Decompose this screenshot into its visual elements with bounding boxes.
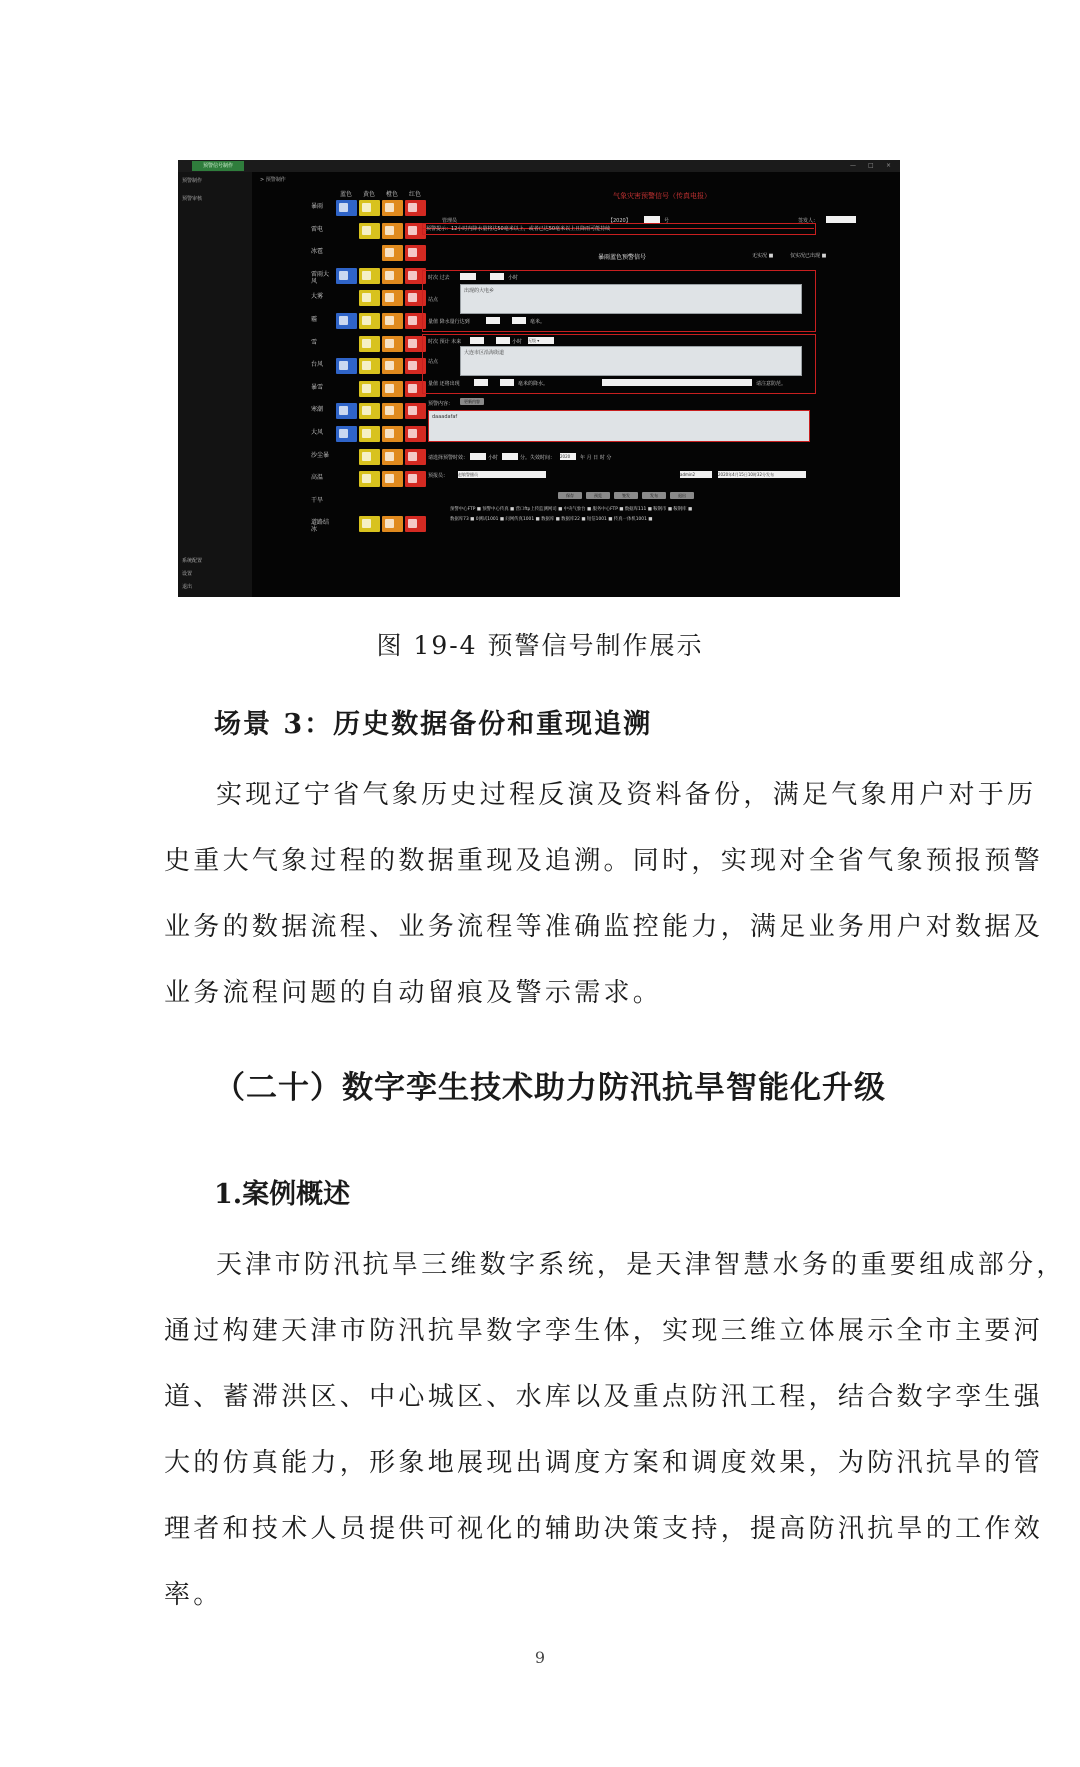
warning-signal-icon[interactable]: [336, 268, 357, 284]
sign-button[interactable]: 签发: [614, 492, 638, 499]
warning-signal-icon[interactable]: [382, 313, 403, 329]
section2-select[interactable]: 无级 ▾: [528, 337, 554, 344]
warning-signal-icon[interactable]: [359, 313, 380, 329]
section-heading: （二十）数字孪生技术助力防汛抗旱智能化升级: [214, 1070, 886, 1106]
hazard-label: 冰雹: [311, 248, 324, 256]
hazard-label: 雷电: [311, 225, 324, 233]
hazard-label: 台风: [311, 361, 324, 369]
save-button[interactable]: 保存: [558, 492, 582, 499]
case-paragraph: [164, 1232, 1066, 1628]
admin-input[interactable]: admin2: [680, 471, 712, 478]
sidebar-item-exit[interactable]: 退出: [182, 584, 193, 590]
scene-paragraph: [164, 762, 1044, 1026]
scene-heading: 场景 3：历史数据备份和重现追溯: [214, 709, 653, 740]
reporter-input[interactable]: 赵敏警播员: [458, 471, 546, 478]
hazard-label: 高温: [311, 474, 324, 482]
sidebar-item-review[interactable]: 预警审核: [182, 196, 203, 202]
section1-unit: 小时: [508, 275, 519, 281]
form-title: 气象灾害预警信号（传真电报）: [613, 192, 711, 200]
hazard-label: 大风: [311, 429, 324, 436]
reporter-label: 预报员：: [428, 473, 449, 479]
hint-text: 预警提示：12小时内降水量将达50毫米以上，或者已达50毫米以上且降雨可能持续: [426, 226, 611, 232]
section1-amount-input-2[interactable]: [512, 317, 526, 324]
hazard-label: 道路结冰: [311, 519, 330, 534]
warning-signal-icon[interactable]: [359, 200, 380, 216]
validity-minutes-unit: 分。失效时间：: [520, 455, 556, 461]
warning-signal-icon[interactable]: [382, 223, 403, 239]
paragraph-line: 理者和技术人员提供可视化的辅助决策支持，提高防汛抗旱的工作效: [164, 1514, 1044, 1544]
case-heading: 1.案例概述: [214, 1179, 351, 1210]
warning-signal-icon[interactable]: [382, 268, 403, 284]
section2-time-input-2[interactable]: [496, 337, 510, 344]
warning-signal-icon[interactable]: [382, 471, 403, 487]
sidebar-item-config[interactable]: 系统配置: [182, 558, 203, 564]
section1-area-textarea[interactable]: [460, 284, 802, 314]
issuer-input[interactable]: [826, 216, 856, 223]
paragraph-line: 业务的数据流程、业务流程等准确监控能力，满足业务用户对数据及: [164, 912, 1044, 942]
warning-signal-icon[interactable]: [405, 200, 426, 216]
page-number: 9: [534, 1648, 546, 1667]
section1-amount-label: 量值 降水量行达到: [428, 319, 470, 325]
paragraph-line: 大的仿真能力，形象地展现出调度方案和调度效果，为防汛抗旱的管: [164, 1448, 1044, 1478]
doc-number-input[interactable]: [644, 216, 660, 223]
warning-signal-icon[interactable]: [382, 381, 403, 397]
warning-signal-icon[interactable]: [336, 403, 357, 419]
warning-signal-icon[interactable]: [405, 449, 426, 465]
warning-signal-icon[interactable]: [359, 449, 380, 465]
section2-unit: 小时: [512, 339, 523, 345]
section1-time-input[interactable]: [460, 273, 476, 280]
breadcrumb: > 预警制作: [260, 177, 286, 183]
paragraph-line: 史重大气象过程的数据重现及追溯。同时，实现对全省气象预报预警: [164, 846, 1044, 876]
validity-minutes-input[interactable]: [502, 453, 518, 460]
validity-hours-unit: 小时: [488, 455, 499, 461]
section1-station-label: 站点: [428, 297, 439, 303]
warning-signal-icon[interactable]: [359, 471, 380, 487]
warning-signal-icon[interactable]: [382, 336, 403, 352]
section2-area-textarea[interactable]: [460, 346, 802, 376]
content-text: daaadafaf: [432, 414, 458, 420]
column-header-orange: 橙色: [386, 191, 399, 198]
content-textarea[interactable]: [428, 410, 810, 442]
paragraph-line: 道、蓄滞洪区、中心城区、水库以及重点防汛工程，结合数字孪生强: [164, 1382, 1044, 1412]
paragraph-line: 实现辽宁省气象历史过程反演及资料备份，满足气象用户对于历: [216, 780, 1037, 810]
warning-signal-icon[interactable]: [382, 200, 403, 216]
section2-amount-input[interactable]: [474, 379, 488, 386]
sidebar: [178, 172, 252, 597]
timestamp-input[interactable]: 2020年4月15日10时32分发布: [718, 471, 806, 478]
warning-signal-icon[interactable]: [336, 200, 357, 216]
section2-station-label: 站点: [428, 359, 439, 365]
warning-signal-icon[interactable]: [382, 516, 403, 532]
paragraph-line: 业务流程问题的自动留痕及警示需求。: [164, 978, 663, 1008]
warning-signal-icon[interactable]: [359, 268, 380, 284]
warning-signal-icon[interactable]: [382, 426, 403, 442]
warning-signal-icon[interactable]: [405, 245, 426, 261]
warning-signal-icon[interactable]: [382, 403, 403, 419]
hazard-label: 暴雨: [311, 203, 324, 210]
hazard-label: 霾: [311, 316, 318, 323]
sidebar-item-settings[interactable]: 设置: [182, 571, 193, 577]
doc-number-suffix: 号: [664, 218, 670, 224]
warning-signal-icon[interactable]: [405, 471, 426, 487]
warning-signal-icon[interactable]: [382, 449, 403, 465]
warning-signal-icon[interactable]: [336, 426, 357, 442]
channels-row-2[interactable]: 数据库73 ■ 0测试1001 ■ 问网传真1001 ■ 数据库 ■ 数据库22 ■ 短信1001 ■ 传真一体机1001 ■: [450, 517, 653, 522]
content-label: 预警内容：: [428, 401, 454, 407]
column-header-yellow: 黄色: [363, 191, 376, 198]
paragraph-line: 率。: [164, 1580, 223, 1610]
warning-signal-icon[interactable]: [405, 516, 426, 532]
doc-number: 【2020】: [608, 218, 631, 224]
window-titlebar: [178, 160, 900, 172]
section1-amount-input[interactable]: [486, 317, 500, 324]
hazard-label: 暴雪: [311, 383, 324, 391]
hazard-label: 寒潮: [311, 406, 324, 414]
validity-hours-input[interactable]: [470, 453, 486, 460]
warning-signal-icon[interactable]: [336, 313, 357, 329]
warning-signal-icon[interactable]: [405, 403, 426, 419]
close-icon[interactable]: ×: [886, 162, 892, 169]
warning-signal-screenshot: [178, 160, 900, 597]
section2-amount-input-2[interactable]: [500, 379, 514, 386]
hazard-label: 雪: [311, 338, 318, 346]
sidebar-item-make[interactable]: 预警制作: [182, 178, 203, 184]
paragraph-line: 通过构建天津市防汛抗旱数字孪生体，实现三维立体展示全市主要河: [164, 1316, 1044, 1346]
section2-time-label: 时次 预计 未来: [428, 339, 462, 345]
exit-button[interactable]: 退出: [670, 492, 694, 499]
hazard-label: 干旱: [311, 496, 324, 504]
warning-signal-icon[interactable]: [359, 223, 380, 239]
publish-button[interactable]: 发布: [642, 492, 666, 499]
minimize-icon[interactable]: —: [850, 162, 856, 169]
warning-signal-icon[interactable]: [359, 381, 380, 397]
figure-caption: 图 19-4 预警信号制作展示: [376, 631, 704, 660]
warning-signal-icon[interactable]: [336, 358, 357, 374]
section1-mm: 毫米。: [530, 319, 546, 325]
warning-signal-icon[interactable]: [382, 290, 403, 306]
section2-mm: 毫米的降水。: [518, 381, 549, 387]
hazard-label: 沙尘暴: [311, 451, 330, 459]
warning-signal-icon[interactable]: [382, 245, 403, 261]
warning-signal-icon[interactable]: [359, 426, 380, 442]
section1-time-label: 时次 过去: [428, 275, 450, 281]
checkbox-no-obs[interactable]: 无实况 ■: [752, 253, 774, 259]
warning-signal-icon[interactable]: [359, 290, 380, 306]
org-label: 管理员: [442, 218, 458, 224]
expiry-parts: 年 月 日 时 分: [580, 455, 612, 461]
issuer-label: 签发人：: [798, 218, 819, 224]
maximize-icon[interactable]: □: [868, 162, 874, 169]
section2-extra-input[interactable]: [602, 379, 752, 386]
section2-area-text: 大连市区沿海街道: [464, 350, 505, 356]
warning-signal-icon[interactable]: [405, 426, 426, 442]
hazard-label: 雷雨大风: [311, 270, 330, 285]
warning-signal-icon[interactable]: [382, 358, 403, 374]
warning-signal-icon[interactable]: [359, 403, 380, 419]
warning-signal-icon[interactable]: [359, 336, 380, 352]
update-content-button[interactable]: 更新内容: [460, 398, 484, 405]
paragraph-line: 天津市防汛抗旱三维数字系统，是天津智慧水务的重要组成部分，: [216, 1250, 1066, 1280]
column-header-red: 红色: [409, 191, 422, 198]
column-header-blue: 蓝色: [340, 191, 353, 198]
preview-button[interactable]: 预览: [586, 492, 610, 499]
hazard-label: 大雾: [311, 293, 324, 301]
validity-label: 请选择预警时效：: [428, 455, 469, 461]
signal-name: 暴雨蓝色预警信号: [598, 254, 647, 261]
expiry-year-input[interactable]: 2020: [560, 453, 576, 460]
section2-amount-label: 量值 还将出现: [428, 381, 460, 387]
section2-tail: 请注意防范。: [756, 381, 787, 387]
app-tab[interactable]: 预警信号制作: [192, 161, 244, 171]
section2-time-input[interactable]: [470, 337, 484, 344]
channels-row-1[interactable]: 预警中心FTP ■ 预警中心传真 ■ 营口ftp上传监测网司 ■ 中央气象台 ■ 服务中心FTP ■ 数据库111 ■ 鞍钢市 ■ 鞍钢库 ■: [450, 507, 693, 512]
warning-signal-icon[interactable]: [359, 358, 380, 374]
checkbox-obs-only[interactable]: 仅实况已出现 ■: [790, 253, 827, 259]
section1-area-text: 出现的大电乡: [464, 288, 495, 294]
warning-signal-icon[interactable]: [359, 516, 380, 532]
section1-time-input-2[interactable]: [490, 273, 504, 280]
